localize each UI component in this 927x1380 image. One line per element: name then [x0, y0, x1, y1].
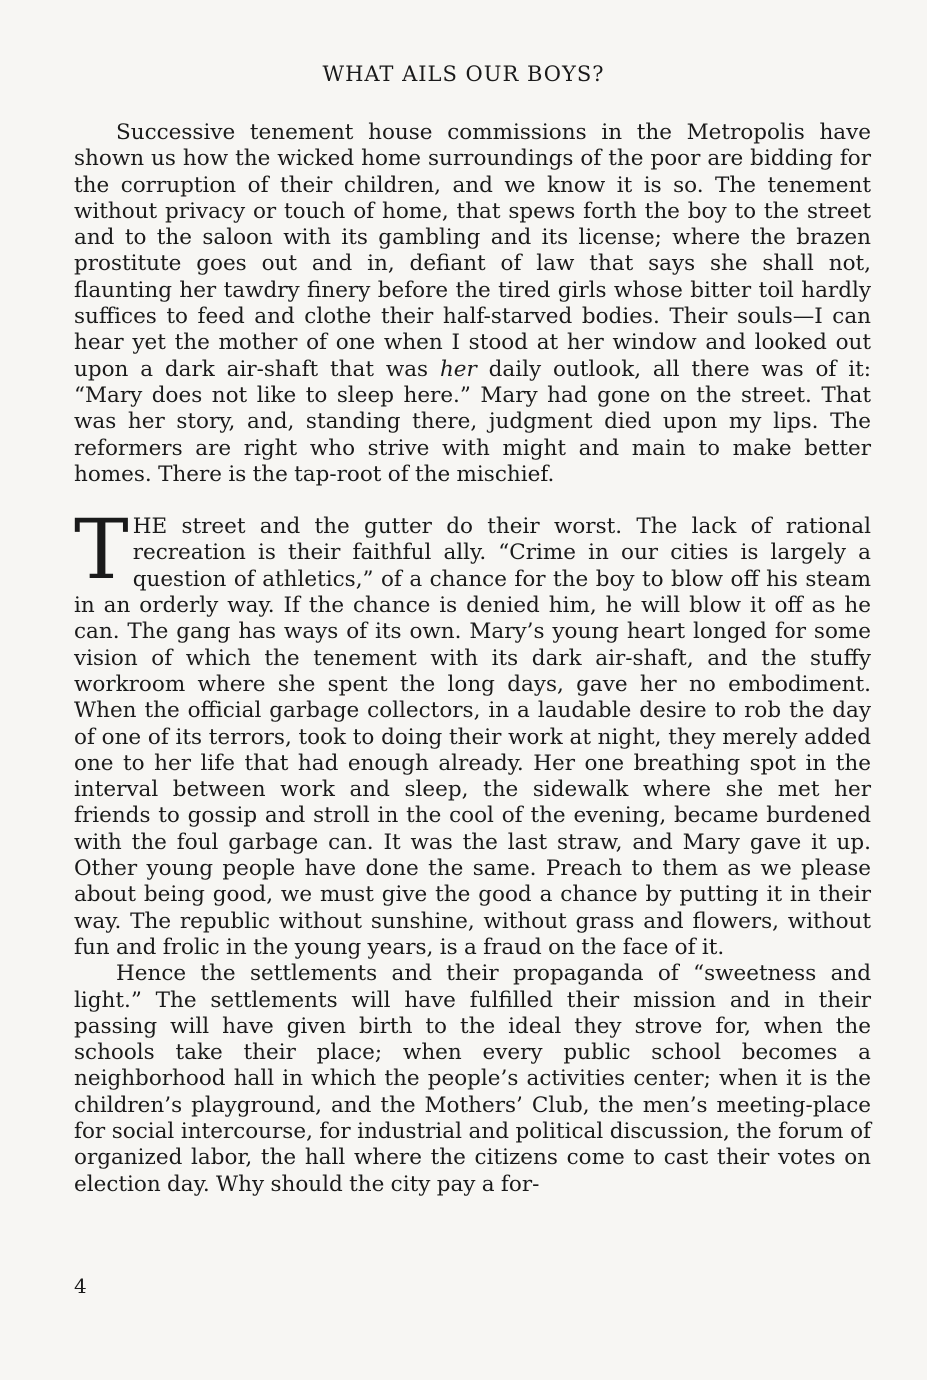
paragraph-3: Hence the settlements and their propaganda of “sweetness and light.” The settlements will have fulfilled their mission and in their passing will have given birth to the ideal they strove for, when the schools take their place; when every public school becomes a neighborhood hall in which the people’s activities center; when it is the children’s playground, and the Mothers’ Club, the men’s meeting-place for social intercourse, for industrial and political discussion, the forum of organized labor, the hall where the citizens come to cast their votes on election day. Why should the city pay a for-	[74, 961, 871, 1197]
paragraph-1	[74, 120, 871, 488]
paragraph-2	[74, 503, 871, 961]
body-text	[74, 120, 871, 1198]
paragraph-1-text-b: daily outlook, all there was of it: “Mary does not like to sleep here.” Mary had gone on the street. That was her story, and, standing there, judgment died upon my lips. The reformers are right who strive with might and main to make better homes. There is the tap-root of the mischief.	[74, 356, 872, 487]
paragraph-2-text: HE street and the gutter do their worst. The lack of rational recreation is their faithful ally. “Crime in our cities is largely a question of athletics,” of a chance for the boy to blow off his steam in an orderly way. If the chance is denied him, he will blow it off as he can. The gang has ways of its own. Mary’s young heart longed for some vision of which the tenement with its dark air-shaft, and the stuffy workroom where she spent the long days, gave her no embodiment. When the official garbage collectors, in a laudable desire to rob the day of one of its terrors, took to doing their work at night, they merely added one to her life that had enough already. Her one breathing spot in the interval between work and sleep, the sidewalk where she met her friends to gossip and stroll in the cool of the evening, became burdened with the foul garbage can. It was the last straw, and Mary gave it up. Other young people have done the same. Preach to them as we please about being good, we must give the good a chance by putting it in their way. The republic without sunshine, without grass and flowers, without fun and frolic in the young years, is a fraud on the face of it.	[74, 514, 871, 960]
paragraph-1-text-a: Successive tenement house commissions in the Metropolis have shown us how the wicked home surroundings of the poor are bidding for the corruption of their children, and we know it is so. The tenement without privacy or touch of home, that spews forth the boy to the street and to the saloon with its gambling and its license; where the brazen prostitute goes out and in, defiant of law that says she shall not, flaunting her tawdry finery before the tired girls whose bitter toil hardly suffices to feed and clothe their half-starved bodies. Their souls—I can hear yet the mother of one when I stood at her window and looked out upon a dark air-shaft that was	[74, 120, 871, 382]
page-title: WHAT AILS OUR BOYS?	[322, 62, 605, 86]
paragraph-1-emphasis: her	[439, 356, 477, 382]
drop-cap: T	[74, 503, 129, 599]
page-number: 4	[74, 1274, 87, 1298]
